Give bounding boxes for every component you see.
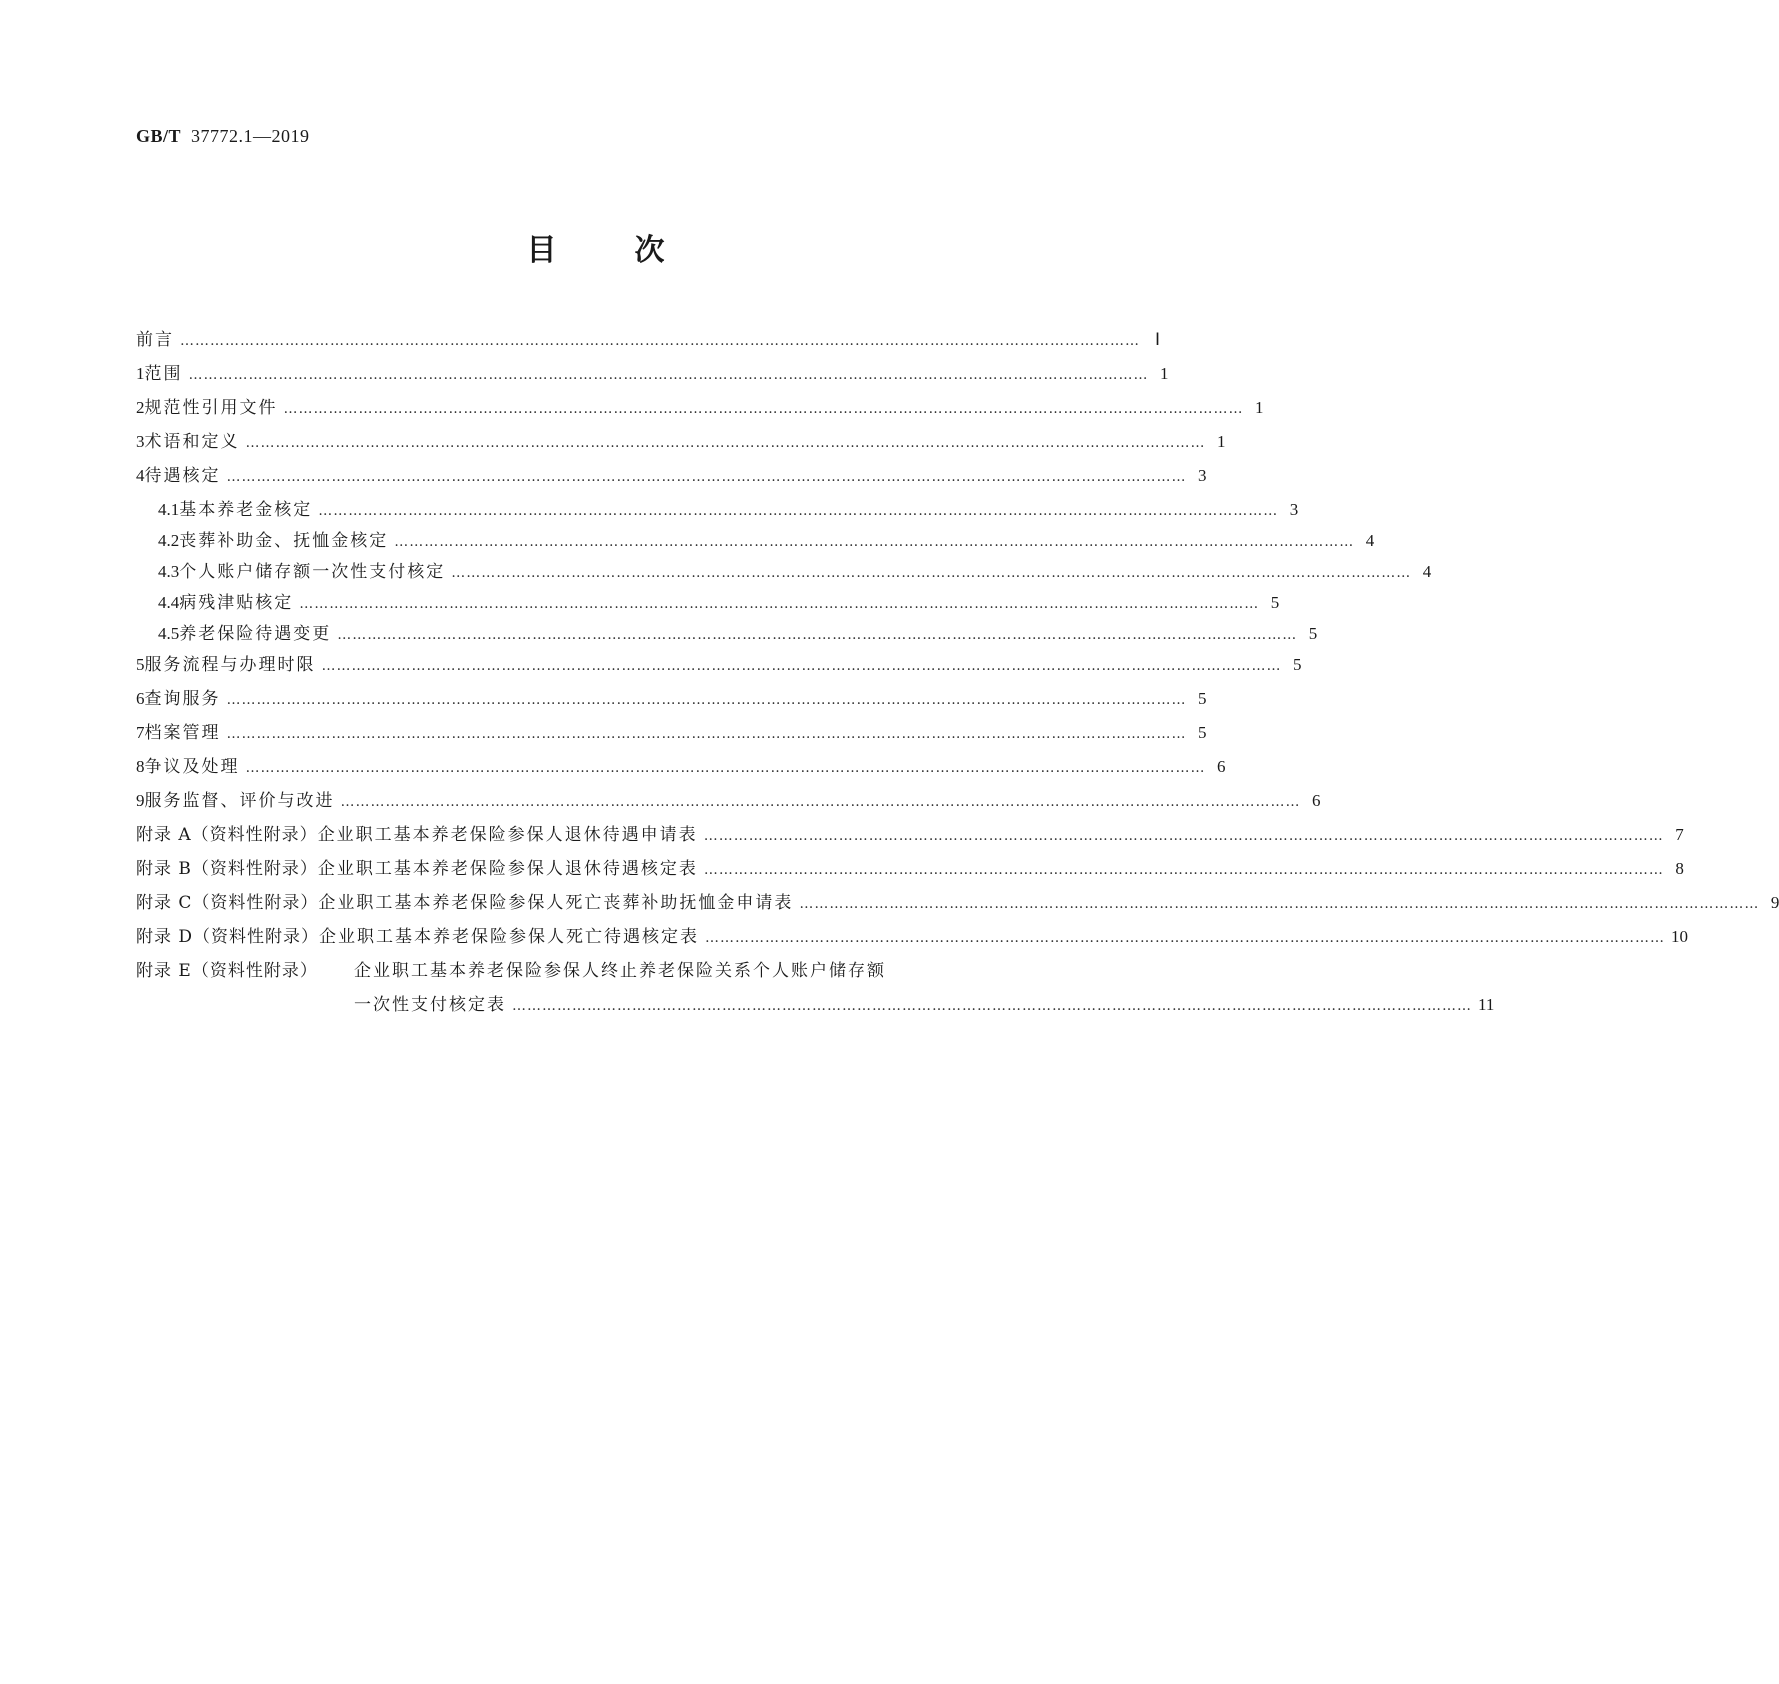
toc-entry-number: 8 <box>136 757 145 776</box>
dot-leader: ………………………………………………………………………………………………………………………………………………………………………… <box>188 367 1149 383</box>
toc-entry-4-1[interactable] <box>136 495 1299 526</box>
toc-entry-3[interactable] <box>136 427 1226 461</box>
toc-entry-9[interactable] <box>136 786 1321 820</box>
dot-leader: ………………………………………………………………………………………………………………………………………………………………………… <box>340 794 1301 810</box>
toc-entry-4-4[interactable] <box>136 588 1280 619</box>
standard-number: 37772.1—2019 <box>191 126 310 146</box>
dot-leader: ………………………………………………………………………………………………………………………………………………………………………… <box>245 435 1206 451</box>
toc-page-number: 4 <box>1422 562 1432 581</box>
toc-entry-number: 7 <box>136 723 145 742</box>
dot-leader: ………………………………………………………………………………………………………………………………………………………………………… <box>337 627 1298 643</box>
toc-entry-text: 服务流程与办理时限 <box>144 655 316 675</box>
toc-page-number: 3 <box>1198 466 1207 485</box>
dot-leader: ………………………………………………………………………………………………………………………………………………………………………… <box>703 862 1664 878</box>
toc-annex-a[interactable] <box>136 820 1684 854</box>
dot-leader: ………………………………………………………………………………………………………………………………………………………………………… <box>226 726 1187 742</box>
toc-page-number: 10 <box>1671 927 1689 946</box>
toc-entry-text-continued: 一次性支付核定表 <box>354 995 506 1015</box>
dot-leader: ………………………………………………………………………………………………………………………………………………………………………… <box>299 596 1260 612</box>
toc-page-number: 5 <box>1198 723 1207 742</box>
toc-entry-text: 企业职工基本养老保险参保人退休待遇申请表 <box>317 825 698 845</box>
toc-entry-4-2[interactable] <box>136 526 1375 557</box>
toc-entry-text: 丧葬补助金、抚恤金核定 <box>179 531 389 551</box>
toc-entry-text: 企业职工基本养老保险参保人死亡待遇核定表 <box>319 927 700 947</box>
toc-page-number: Ⅰ <box>1154 330 1160 349</box>
toc-entry-number: 4.4 <box>158 593 180 612</box>
toc-entry-number: 6 <box>136 689 145 708</box>
toc-entry-text: 争议及处理 <box>144 757 240 777</box>
annex-e-continuation-line <box>136 990 1495 1024</box>
dot-leader: ………………………………………………………………………………………………………………………………………………………………………… <box>245 760 1206 776</box>
toc-entry-text: 病残津贴核定 <box>179 593 294 613</box>
toc-annex-b[interactable] <box>136 854 1684 888</box>
dot-leader: ………………………………………………………………………………………………………………………………………………………………………… <box>283 401 1244 417</box>
toc-entry-5[interactable] <box>136 650 1302 684</box>
toc-entry-text: 查询服务 <box>144 689 221 709</box>
toc-page-number: 5 <box>1198 689 1207 708</box>
toc-page-number: 3 <box>1289 500 1299 519</box>
annex-label: 附录 C（资料性附录） <box>136 893 319 913</box>
table-of-contents <box>136 325 1779 1024</box>
toc-entry-4-5[interactable] <box>136 619 1318 650</box>
dot-leader: ………………………………………………………………………………………………………………………………………………………………………… <box>226 692 1187 708</box>
toc-entry-text: 待遇核定 <box>144 466 221 486</box>
toc-entry-foreword[interactable] <box>136 325 1160 359</box>
toc-page-number: 5 <box>1308 624 1318 643</box>
toc-entry-text: 企业职工基本养老保险参保人死亡丧葬补助抚恤金申请表 <box>318 893 794 913</box>
toc-entry-number: 3 <box>136 432 145 451</box>
toc-entry-text: 范围 <box>144 364 183 384</box>
dot-leader: ………………………………………………………………………………………………………………………………………………………………………… <box>799 896 1760 912</box>
annex-label: 附录 B（资料性附录） <box>136 859 318 879</box>
toc-entry-number: 4.1 <box>158 500 180 519</box>
annex-label: 附录 A（资料性附录） <box>136 825 318 845</box>
toc-entry-text: 服务监督、评价与改进 <box>144 791 335 811</box>
dot-leader: ………………………………………………………………………………………………………………………………………………………………………… <box>318 503 1279 519</box>
toc-entry-4-3[interactable] <box>136 557 1432 588</box>
dot-leader: ………………………………………………………………………………………………………………………………………………………………………… <box>512 998 1472 1014</box>
toc-page-number: 5 <box>1293 655 1302 674</box>
standard-code <box>136 126 310 147</box>
toc-page-number: 1 <box>1160 364 1169 383</box>
standard-prefix: GB/T <box>136 126 182 146</box>
toc-entry-8[interactable] <box>136 752 1226 786</box>
toc-entry-number: 9 <box>136 791 145 810</box>
toc-annex-e[interactable] <box>136 956 1495 1024</box>
toc-page-number: 6 <box>1217 757 1226 776</box>
toc-page-number: 11 <box>1478 995 1495 1014</box>
toc-entry-1[interactable] <box>136 359 1169 393</box>
toc-entry-number: 1 <box>136 364 145 383</box>
dot-leader: ………………………………………………………………………………………………………………………………………………………………………… <box>180 333 1140 349</box>
toc-entry-number: 5 <box>136 655 145 674</box>
page-title: 目次 <box>526 233 743 268</box>
toc-page-number: 8 <box>1675 859 1684 878</box>
toc-entry-4[interactable] <box>136 461 1207 495</box>
toc-page-number: 1 <box>1255 398 1264 417</box>
toc-entry-number: 4 <box>136 466 145 485</box>
annex-label: 附录 D（资料性附录） <box>136 927 320 947</box>
toc-annex-c[interactable] <box>136 888 1779 922</box>
toc-entry-number: 2 <box>136 398 145 417</box>
toc-entry-text: 养老保险待遇变更 <box>179 624 332 644</box>
toc-entry-2[interactable] <box>136 393 1264 427</box>
toc-page-number: 5 <box>1270 593 1280 612</box>
toc-entry-number: 4.3 <box>158 562 180 581</box>
toc-page-number: 6 <box>1312 791 1321 810</box>
toc-page-number: 4 <box>1365 531 1375 550</box>
toc-entry-text: 企业职工基本养老保险参保人退休待遇核定表 <box>317 859 698 879</box>
dot-leader: ………………………………………………………………………………………………………………………………………………………………………… <box>703 828 1664 844</box>
toc-entry-6[interactable] <box>136 684 1207 718</box>
toc-page-number: 1 <box>1217 432 1226 451</box>
dot-leader: ………………………………………………………………………………………………………………………………………………………………………… <box>394 534 1355 550</box>
annex-e-first-line <box>136 956 1061 990</box>
annex-label: 附录 E（资料性附录） <box>136 961 318 981</box>
toc-entry-text: 个人账户储存额一次性支付核定 <box>179 562 446 582</box>
toc-page-number: 9 <box>1770 893 1779 912</box>
toc-entry-number: 4.2 <box>158 531 180 550</box>
toc-entry-text: 基本养老金核定 <box>179 500 313 520</box>
dot-leader: ………………………………………………………………………………………………………………………………………………………………………… <box>451 565 1412 581</box>
dot-leader: ………………………………………………………………………………………………………………………………………………………………………… <box>705 930 1666 946</box>
toc-entry-text: 术语和定义 <box>144 432 240 452</box>
toc-entry-text: 规范性引用文件 <box>144 398 278 418</box>
toc-entry-text: 企业职工基本养老保险参保人终止养老保险关系个人账户储存额 <box>354 961 886 981</box>
toc-page-number: 7 <box>1675 825 1684 844</box>
toc-entry-7[interactable] <box>136 718 1207 752</box>
toc-annex-d[interactable] <box>136 922 1689 956</box>
toc-entry-number: 4.5 <box>158 624 180 643</box>
toc-entry-text: 前言 <box>136 330 174 350</box>
toc-entry-text: 档案管理 <box>144 723 221 743</box>
dot-leader: ………………………………………………………………………………………………………………………………………………………………………… <box>321 658 1282 674</box>
dot-leader: ………………………………………………………………………………………………………………………………………………………………………… <box>226 469 1187 485</box>
